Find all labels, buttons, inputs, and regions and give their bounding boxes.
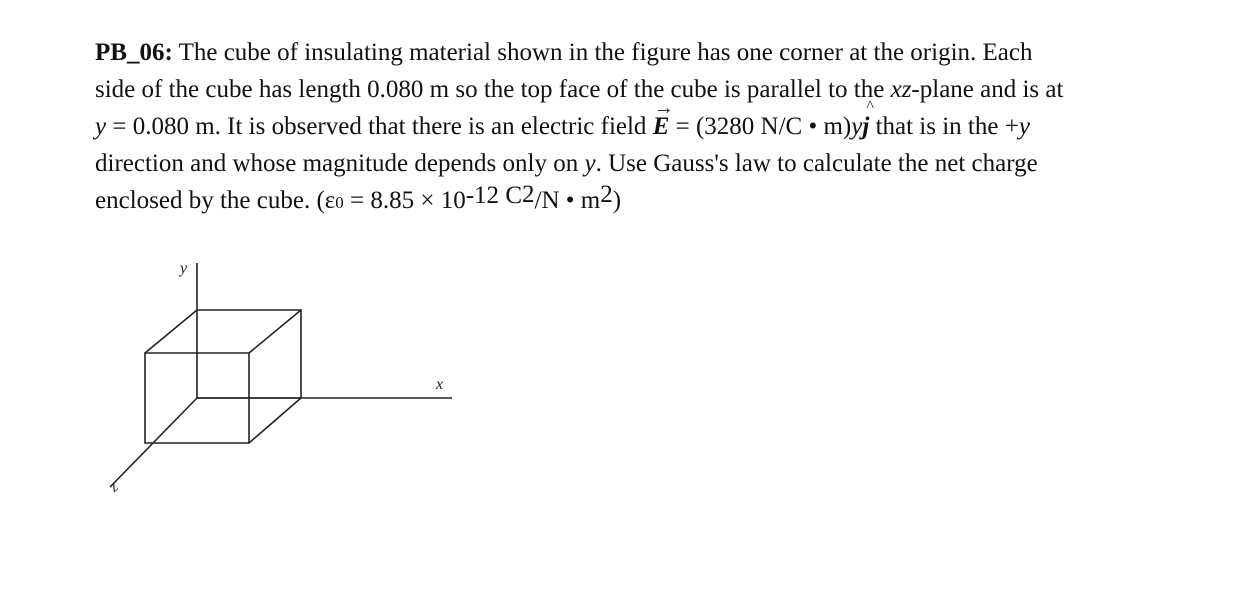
unit-coulomb: C <box>499 182 522 209</box>
permittivity-exponent: -12 <box>465 182 500 209</box>
problem-text-5a: enclosed by the cube. ( <box>95 187 325 214</box>
dependence-y-symbol: y <box>584 150 596 177</box>
vector-arrow-icon: → <box>653 97 674 119</box>
y-symbol: y <box>95 113 107 140</box>
unit-vector-letter: j <box>862 113 870 140</box>
problem-text-3-tail: that is in the + <box>869 113 1019 140</box>
axes <box>110 263 452 487</box>
problem-text-4b: . Use Gauss's law to calculate the net charge <box>595 150 1038 177</box>
unit-newton-meter: /N • m <box>534 187 601 214</box>
z-axis-label: z <box>105 478 122 496</box>
problem-text-2a: side of the cube has length 0.080 m so the top face of the cube is parallel to the <box>95 76 891 103</box>
problem-text-2b: -plane and is at <box>911 76 1064 103</box>
permittivity-value: = 8.85 × 10 <box>343 187 466 214</box>
side-length-equation: = 0.080 m <box>106 113 215 140</box>
problem-id: PB_06: <box>95 39 173 66</box>
unit-vector-hat-icon: ^ <box>866 98 874 115</box>
problem-text-3: . It is observed that there is an electric field <box>214 113 653 140</box>
field-y-variable: y <box>851 113 863 140</box>
cube-edge-bottom-right <box>249 398 301 443</box>
cube-edge-top-left <box>145 310 197 353</box>
unit-coulomb-exponent: 2 <box>522 181 535 208</box>
epsilon-symbol: ε <box>324 187 336 214</box>
epsilon-subscript: 0 <box>335 193 344 212</box>
field-symbol: E <box>652 113 670 140</box>
field-equation: = (3280 N/C • m) <box>669 113 852 140</box>
problem-text-1: The cube of insulating material shown in the figure has one corner at the origin. Each <box>178 39 1033 66</box>
cube-edge-top-right <box>249 310 301 353</box>
direction-y-symbol: y <box>1018 113 1030 140</box>
x-axis-label: x <box>436 376 444 393</box>
cube <box>145 310 301 443</box>
y-axis-label: y <box>180 260 188 277</box>
plane-symbol: xz <box>890 76 912 103</box>
problem-text-4a: direction and whose magnitude depends only on <box>95 150 585 177</box>
closing-paren: ) <box>612 187 622 214</box>
unit-meter-exponent: 2 <box>600 181 613 208</box>
